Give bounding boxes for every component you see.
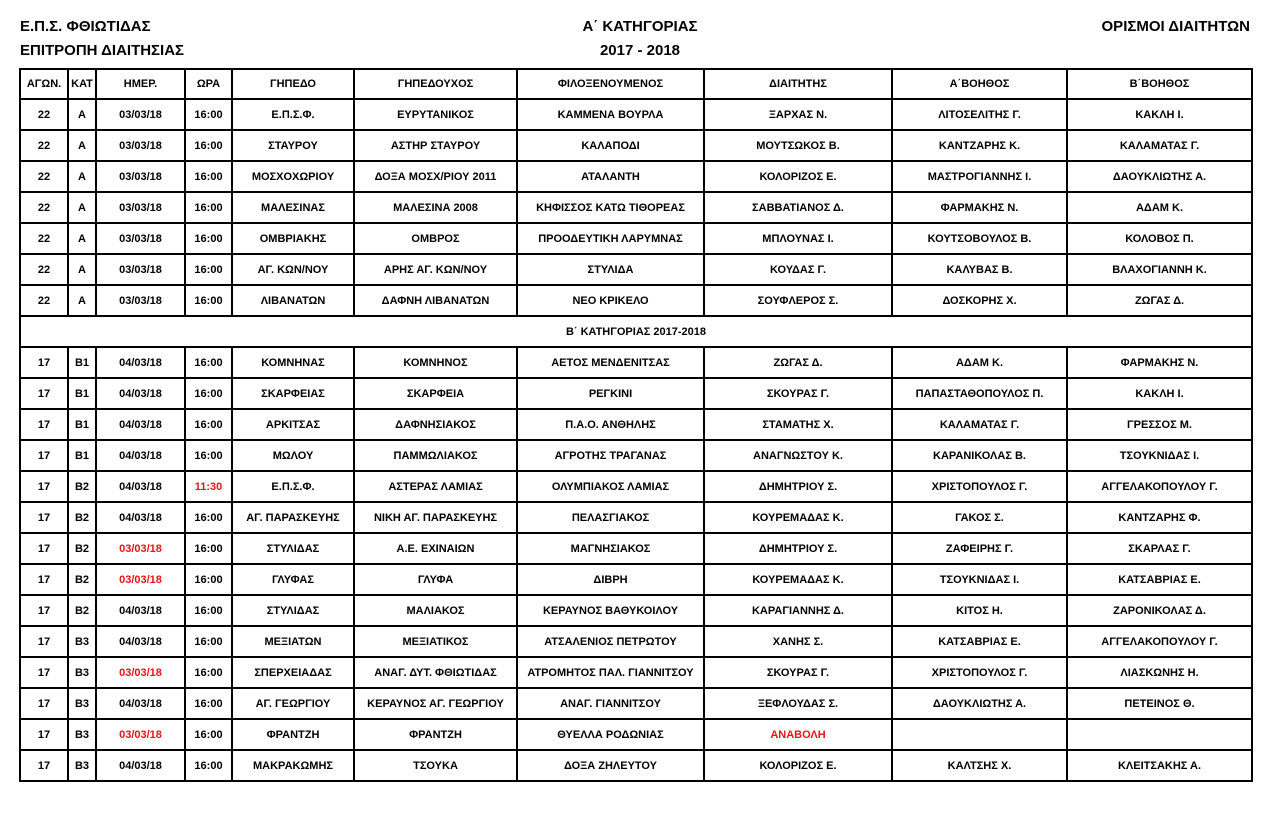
cell-assistant1: ΑΔΑΜ Κ. <box>892 347 1067 378</box>
cell-stadium: ΑΓ. ΚΩΝ/ΝΟΥ <box>232 254 354 285</box>
cell-assistant2: ΒΛΑΧΟΓΙΑΝΝΗ Κ. <box>1067 254 1252 285</box>
cell-stadium: ΣΠΕΡΧΕΙΑΔΑΣ <box>232 657 354 688</box>
cell-away-team: ΚΕΡΑΥΝΟΣ ΒΑΘΥΚΟΙΛΟΥ <box>517 595 704 626</box>
document-title: ΟΡΙΣΜΟΙ ΔΙΑΙΤΗΤΩΝ <box>1101 18 1250 35</box>
cell-date: 04/03/18 <box>96 471 185 502</box>
cell-home-team: ΚΟΜΝΗΝΟΣ <box>354 347 517 378</box>
cell-time: 16:00 <box>185 564 232 595</box>
cell-assistant2: ΖΑΡΟΝΙΚΟΛΑΣ Δ. <box>1067 595 1252 626</box>
cell-assistant2: ΚΟΛΟΒΟΣ Π. <box>1067 223 1252 254</box>
cell-date: 03/03/18 <box>96 192 185 223</box>
cell-assistant2: ΚΛΕΙΤΣΑΚΗΣ Α. <box>1067 750 1252 781</box>
table-row <box>20 564 1252 595</box>
cell-kat: Α <box>68 130 96 161</box>
cell-home-team: Α.Ε. ΕΧΙΝΑΙΩΝ <box>354 533 517 564</box>
federation-name: Ε.Π.Σ. ΦΘΙΩΤΙΔΑΣ <box>20 18 151 35</box>
cell-home-team: ΤΣΟΥΚΑ <box>354 750 517 781</box>
cell-referee: ΚΟΛΟΡΙΖΟΣ Ε. <box>704 161 892 192</box>
cell-agon: 17 <box>20 347 68 378</box>
cell-time: 16:00 <box>185 254 232 285</box>
cell-kat: Β1 <box>68 347 96 378</box>
cell-assistant1: ΚΑΡΑΝΙΚΟΛΑΣ Β. <box>892 440 1067 471</box>
cell-kat: Β3 <box>68 626 96 657</box>
cell-kat: Α <box>68 99 96 130</box>
cell-referee: ΞΕΦΛΟΥΔΑΣ Σ. <box>704 688 892 719</box>
cell-assistant1: ΖΑΦΕΙΡΗΣ Γ. <box>892 533 1067 564</box>
table-row <box>20 378 1252 409</box>
table-row <box>20 409 1252 440</box>
cell-stadium: Ε.Π.Σ.Φ. <box>232 99 354 130</box>
cell-away-team: ΚΗΦΙΣΣΟΣ ΚΑΤΩ ΤΙΘΟΡΕΑΣ <box>517 192 704 223</box>
cell-home-team: ΜΕΞΙΑΤΙΚΟΣ <box>354 626 517 657</box>
table-row <box>20 657 1252 688</box>
cell-time: 16:00 <box>185 688 232 719</box>
col-header-home: ΓΗΠΕΔΟΥΧΟΣ <box>354 69 517 99</box>
cell-assistant1: ΔΑΟΥΚΛΙΩΤΗΣ Α. <box>892 688 1067 719</box>
cell-agon: 17 <box>20 533 68 564</box>
table-row <box>20 719 1252 750</box>
cell-kat: Β2 <box>68 502 96 533</box>
cell-away-team: ΑΓΡΟΤΗΣ ΤΡΑΓΑΝΑΣ <box>517 440 704 471</box>
cell-time: 16:00 <box>185 533 232 564</box>
cell-referee: ΜΟΥΤΣΩΚΟΣ Β. <box>704 130 892 161</box>
cell-agon: 17 <box>20 564 68 595</box>
col-header-referee: ΔΙΑΙΤΗΤΗΣ <box>704 69 892 99</box>
section-b-body <box>20 347 1252 781</box>
cell-away-team: ΔΟΞΑ ΖΗΛΕΥΤΟΥ <box>517 750 704 781</box>
cell-date: 03/03/18 <box>96 719 185 750</box>
cell-kat: Β2 <box>68 595 96 626</box>
cell-home-team: ΔΟΞΑ ΜΟΣΧ/ΡΙΟΥ 2011 <box>354 161 517 192</box>
cell-referee: ΚΟΥΔΑΣ Γ. <box>704 254 892 285</box>
cell-home-team: ΠΑΜΜΩΛΙΑΚΟΣ <box>354 440 517 471</box>
cell-stadium: ΜΟΣΧΟΧΩΡΙΟΥ <box>232 161 354 192</box>
cell-home-team: ΜΑΛΙΑΚΟΣ <box>354 595 517 626</box>
table-row <box>20 533 1252 564</box>
cell-referee: ΣΚΟΥΡΑΣ Γ. <box>704 378 892 409</box>
cell-date: 04/03/18 <box>96 502 185 533</box>
cell-time: 16:00 <box>185 657 232 688</box>
cell-agon: 17 <box>20 378 68 409</box>
cell-home-team: ΑΡΗΣ ΑΓ. ΚΩΝ/ΝΟΥ <box>354 254 517 285</box>
cell-assistant1 <box>892 719 1067 750</box>
cell-stadium: ΣΤΥΛΙΔΑΣ <box>232 595 354 626</box>
cell-kat: Α <box>68 254 96 285</box>
cell-assistant1: ΜΑΣΤΡΟΓΙΑΝΝΗΣ Ι. <box>892 161 1067 192</box>
cell-referee: ΑΝΑΒΟΛΗ <box>704 719 892 750</box>
cell-time: 16:00 <box>185 192 232 223</box>
cell-stadium: ΑΓ. ΓΕΩΡΓΙΟΥ <box>232 688 354 719</box>
cell-time: 16:00 <box>185 130 232 161</box>
cell-kat: Β2 <box>68 564 96 595</box>
cell-agon: 22 <box>20 285 68 316</box>
cell-time: 16:00 <box>185 626 232 657</box>
cell-date: 04/03/18 <box>96 626 185 657</box>
cell-time: 16:00 <box>185 223 232 254</box>
table-row <box>20 471 1252 502</box>
cell-kat: Β3 <box>68 750 96 781</box>
cell-date: 03/03/18 <box>96 99 185 130</box>
col-header-away: ΦΙΛΟΞΕΝΟΥΜΕΝΟΣ <box>517 69 704 99</box>
cell-assistant1: ΚΙΤΟΣ Η. <box>892 595 1067 626</box>
cell-referee: ΧΑΝΗΣ Σ. <box>704 626 892 657</box>
cell-away-team: ΚΑΜΜΕΝΑ ΒΟΥΡΛΑ <box>517 99 704 130</box>
cell-away-team: ΟΛΥΜΠΙΑΚΟΣ ΛΑΜΙΑΣ <box>517 471 704 502</box>
table-row <box>20 595 1252 626</box>
cell-date: 04/03/18 <box>96 440 185 471</box>
cell-referee: ΣΟΥΦΛΕΡΟΣ Σ. <box>704 285 892 316</box>
cell-stadium: ΜΕΞΙΑΤΩΝ <box>232 626 354 657</box>
cell-referee: ΔΗΜΗΤΡΙΟΥ Σ. <box>704 533 892 564</box>
cell-time: 11:30 <box>185 471 232 502</box>
cell-date: 04/03/18 <box>96 378 185 409</box>
cell-assistant2: ΛΙΑΣΚΩΝΗΣ Η. <box>1067 657 1252 688</box>
table-row <box>20 161 1252 192</box>
cell-referee: ΚΟΛΟΡΙΖΟΣ Ε. <box>704 750 892 781</box>
cell-home-team: ΕΥΡΥΤΑΝΙΚΟΣ <box>354 99 517 130</box>
cell-stadium: ΣΤΑΥΡΟΥ <box>232 130 354 161</box>
cell-kat: Β1 <box>68 440 96 471</box>
col-header-kat: ΚΑΤ <box>68 69 96 99</box>
cell-away-team: ΑΤΣΑΛΕΝΙΟΣ ΠΕΤΡΩΤΟΥ <box>517 626 704 657</box>
cell-date: 03/03/18 <box>96 564 185 595</box>
cell-home-team: ΓΛΥΦΑ <box>354 564 517 595</box>
cell-away-team: ΡΕΓΚΙΝΙ <box>517 378 704 409</box>
cell-home-team: ΦΡΑΝΤΖΗ <box>354 719 517 750</box>
cell-time: 16:00 <box>185 347 232 378</box>
cell-assistant2: ΑΓΓΕΛΑΚΟΠΟΥΛΟΥ Γ. <box>1067 626 1252 657</box>
cell-referee: ΣΤΑΜΑΤΗΣ Χ. <box>704 409 892 440</box>
cell-referee: ΜΠΛΟΥΝΑΣ Ι. <box>704 223 892 254</box>
section-b-heading-row <box>20 316 1252 347</box>
cell-time: 16:00 <box>185 409 232 440</box>
cell-away-team: ΜΑΓΝΗΣΙΑΚΟΣ <box>517 533 704 564</box>
cell-assistant2: ΑΓΓΕΛΑΚΟΠΟΥΛΟΥ Γ. <box>1067 471 1252 502</box>
cell-home-team: ΣΚΑΡΦΕΙΑ <box>354 378 517 409</box>
cell-stadium: Ε.Π.Σ.Φ. <box>232 471 354 502</box>
season-title: 2017 - 2018 <box>599 42 681 59</box>
cell-kat: Β2 <box>68 533 96 564</box>
cell-agon: 22 <box>20 192 68 223</box>
cell-date: 03/03/18 <box>96 254 185 285</box>
cell-date: 03/03/18 <box>96 223 185 254</box>
cell-assistant2: ΚΑΝΤΖΑΡΗΣ Φ. <box>1067 502 1252 533</box>
cell-date: 04/03/18 <box>96 595 185 626</box>
cell-home-team: ΟΜΒΡΟΣ <box>354 223 517 254</box>
cell-stadium: ΜΩΛΟΥ <box>232 440 354 471</box>
cell-date: 04/03/18 <box>96 750 185 781</box>
cell-agon: 17 <box>20 688 68 719</box>
cell-stadium: ΟΜΒΡΙΑΚΗΣ <box>232 223 354 254</box>
cell-stadium: ΓΛΥΦΑΣ <box>232 564 354 595</box>
cell-time: 16:00 <box>185 161 232 192</box>
referee-schedule-table <box>19 68 1253 782</box>
cell-stadium: ΛΙΒΑΝΑΤΩΝ <box>232 285 354 316</box>
cell-agon: 17 <box>20 719 68 750</box>
cell-assistant1: ΦΑΡΜΑΚΗΣ Ν. <box>892 192 1067 223</box>
cell-agon: 22 <box>20 99 68 130</box>
cell-kat: Β1 <box>68 409 96 440</box>
table-header-row <box>20 69 1252 99</box>
cell-date: 04/03/18 <box>96 688 185 719</box>
cell-assistant1: ΚΑΛΥΒΑΣ Β. <box>892 254 1067 285</box>
cell-assistant1: ΚΑΝΤΖΑΡΗΣ Κ. <box>892 130 1067 161</box>
cell-assistant2: ΚΑΚΛΗ Ι. <box>1067 99 1252 130</box>
table-row <box>20 440 1252 471</box>
cell-assistant2: ΚΑΤΣΑΒΡΙΑΣ Ε. <box>1067 564 1252 595</box>
col-header-stadium: ΓΗΠΕΔΟ <box>232 69 354 99</box>
cell-stadium: ΑΓ. ΠΑΡΑΣΚΕΥΗΣ <box>232 502 354 533</box>
cell-stadium: ΜΑΚΡΑΚΩΜΗΣ <box>232 750 354 781</box>
col-header-agon: ΑΓΩΝ. <box>20 69 68 99</box>
cell-time: 16:00 <box>185 502 232 533</box>
cell-referee: ΞΑΡΧΑΣ Ν. <box>704 99 892 130</box>
cell-away-team: ΚΑΛΑΠΟΔΙ <box>517 130 704 161</box>
cell-agon: 22 <box>20 254 68 285</box>
cell-kat: Β2 <box>68 471 96 502</box>
cell-date: 03/03/18 <box>96 285 185 316</box>
cell-date: 03/03/18 <box>96 161 185 192</box>
cell-stadium: ΣΤΥΛΙΔΑΣ <box>232 533 354 564</box>
cell-referee: ΚΟΥΡΕΜΑΔΑΣ Κ. <box>704 564 892 595</box>
cell-kat: Α <box>68 161 96 192</box>
cell-date: 03/03/18 <box>96 657 185 688</box>
cell-stadium: ΚΟΜΝΗΝΑΣ <box>232 347 354 378</box>
section-a-body <box>20 99 1252 316</box>
cell-date: 04/03/18 <box>96 347 185 378</box>
cell-away-team: ΑΤΡΟΜΗΤΟΣ ΠΑΛ. ΓΙΑΝΝΙΤΣΟΥ <box>517 657 704 688</box>
cell-assistant2: ΓΡΕΣΣΟΣ Μ. <box>1067 409 1252 440</box>
cell-stadium: ΜΑΛΕΣΙΝΑΣ <box>232 192 354 223</box>
cell-kat: Α <box>68 192 96 223</box>
cell-time: 16:00 <box>185 595 232 626</box>
cell-assistant2: ΤΣΟΥΚΝΙΔΑΣ Ι. <box>1067 440 1252 471</box>
section-b-heading-body <box>20 316 1252 347</box>
cell-assistant2: ΚΑΛΑΜΑΤΑΣ Γ. <box>1067 130 1252 161</box>
cell-time: 16:00 <box>185 440 232 471</box>
section-b-title: Β΄ ΚΑΤΗΓΟΡΙΑΣ 2017-2018 <box>20 316 1252 347</box>
cell-assistant1: ΧΡΙΣΤΟΠΟΥΛΟΣ Γ. <box>892 657 1067 688</box>
col-header-time: ΩΡΑ <box>185 69 232 99</box>
cell-kat: Β1 <box>68 378 96 409</box>
cell-home-team: ΔΑΦΝΗΣΙΑΚΟΣ <box>354 409 517 440</box>
cell-agon: 22 <box>20 130 68 161</box>
cell-away-team: ΑΝΑΓ. ΓΙΑΝΝΙΤΣΟΥ <box>517 688 704 719</box>
cell-agon: 17 <box>20 409 68 440</box>
cell-away-team: ΣΤΥΛΙΔΑ <box>517 254 704 285</box>
cell-date: 04/03/18 <box>96 409 185 440</box>
cell-referee: ΚΑΡΑΓΙΑΝΝΗΣ Δ. <box>704 595 892 626</box>
cell-assistant2: ΑΔΑΜ Κ. <box>1067 192 1252 223</box>
cell-kat: Α <box>68 285 96 316</box>
cell-time: 16:00 <box>185 719 232 750</box>
cell-assistant1: ΚΑΛΤΣΗΣ Χ. <box>892 750 1067 781</box>
cell-assistant1: ΓΑΚΟΣ Σ. <box>892 502 1067 533</box>
cell-assistant2: ΔΑΟΥΚΛΙΩΤΗΣ Α. <box>1067 161 1252 192</box>
cell-away-team: ΑΤΑΛΑΝΤΗ <box>517 161 704 192</box>
cell-kat: Α <box>68 223 96 254</box>
col-header-assistant1: Α΄ΒΟΗΘΟΣ <box>892 69 1067 99</box>
cell-stadium: ΦΡΑΝΤΖΗ <box>232 719 354 750</box>
table-row <box>20 254 1252 285</box>
cell-assistant2: ΣΚΑΡΛΑΣ Γ. <box>1067 533 1252 564</box>
cell-assistant2: ΠΕΤΕΙΝΟΣ Θ. <box>1067 688 1252 719</box>
cell-kat: Β3 <box>68 657 96 688</box>
committee-name: ΕΠΙΤΡΟΠΗ ΔΙΑΙΤΗΣΙΑΣ <box>20 42 185 59</box>
cell-assistant1: ΛΙΤΟΣΕΛΙΤΗΣ Γ. <box>892 99 1067 130</box>
cell-home-team: ΑΣΤΗΡ ΣΤΑΥΡΟΥ <box>354 130 517 161</box>
cell-agon: 17 <box>20 750 68 781</box>
col-header-date: ΗΜΕΡ. <box>96 69 185 99</box>
category-title: Α΄ ΚΑΤΗΓΟΡΙΑΣ <box>582 18 698 35</box>
cell-home-team: ΝΙΚΗ ΑΓ. ΠΑΡΑΣΚΕΥΗΣ <box>354 502 517 533</box>
cell-time: 16:00 <box>185 99 232 130</box>
cell-referee: ΔΗΜΗΤΡΙΟΥ Σ. <box>704 471 892 502</box>
cell-referee: ΖΩΓΑΣ Δ. <box>704 347 892 378</box>
cell-assistant1: ΚΑΛΑΜΑΤΑΣ Γ. <box>892 409 1067 440</box>
cell-assistant2 <box>1067 719 1252 750</box>
table-row <box>20 626 1252 657</box>
table-row <box>20 285 1252 316</box>
table-row <box>20 192 1252 223</box>
table-row <box>20 347 1252 378</box>
cell-referee: ΚΟΥΡΕΜΑΔΑΣ Κ. <box>704 502 892 533</box>
cell-home-team: ΔΑΦΝΗ ΛΙΒΑΝΑΤΩΝ <box>354 285 517 316</box>
cell-assistant2: ΦΑΡΜΑΚΗΣ Ν. <box>1067 347 1252 378</box>
cell-away-team: ΘΥΕΛΛΑ ΡΟΔΩΝΙΑΣ <box>517 719 704 750</box>
cell-referee: ΑΝΑΓΝΩΣΤΟΥ Κ. <box>704 440 892 471</box>
cell-agon: 17 <box>20 471 68 502</box>
cell-kat: Β3 <box>68 688 96 719</box>
cell-referee: ΣΚΟΥΡΑΣ Γ. <box>704 657 892 688</box>
cell-date: 03/03/18 <box>96 533 185 564</box>
cell-agon: 22 <box>20 223 68 254</box>
cell-assistant1: ΚΟΥΤΣΟΒΟΥΛΟΣ Β. <box>892 223 1067 254</box>
cell-agon: 17 <box>20 502 68 533</box>
cell-assistant2: ΚΑΚΛΗ Ι. <box>1067 378 1252 409</box>
table-row <box>20 130 1252 161</box>
cell-agon: 17 <box>20 626 68 657</box>
cell-agon: 17 <box>20 440 68 471</box>
cell-assistant1: ΠΑΠΑΣΤΑΘΟΠΟΥΛΟΣ Π. <box>892 378 1067 409</box>
cell-away-team: ΔΙΒΡΗ <box>517 564 704 595</box>
cell-away-team: Π.Α.Ο. ΑΝΘΗΛΗΣ <box>517 409 704 440</box>
cell-assistant2: ΖΩΓΑΣ Δ. <box>1067 285 1252 316</box>
cell-date: 03/03/18 <box>96 130 185 161</box>
cell-stadium: ΑΡΚΙΤΣΑΣ <box>232 409 354 440</box>
cell-away-team: ΠΕΛΑΣΓΙΑΚΟΣ <box>517 502 704 533</box>
cell-home-team: ΑΣΤΕΡΑΣ ΛΑΜΙΑΣ <box>354 471 517 502</box>
cell-kat: Β3 <box>68 719 96 750</box>
cell-assistant1: ΔΟΣΚΟΡΗΣ Χ. <box>892 285 1067 316</box>
col-header-assistant2: Β΄ΒΟΗΘΟΣ <box>1067 69 1252 99</box>
cell-time: 16:00 <box>185 378 232 409</box>
cell-home-team: ΚΕΡΑΥΝΟΣ ΑΓ. ΓΕΩΡΓΙΟΥ <box>354 688 517 719</box>
cell-assistant1: ΤΣΟΥΚΝΙΔΑΣ Ι. <box>892 564 1067 595</box>
cell-agon: 17 <box>20 595 68 626</box>
cell-stadium: ΣΚΑΡΦΕΙΑΣ <box>232 378 354 409</box>
table-row <box>20 223 1252 254</box>
table-row <box>20 750 1252 781</box>
cell-assistant1: ΧΡΙΣΤΟΠΟΥΛΟΣ Γ. <box>892 471 1067 502</box>
table-row <box>20 502 1252 533</box>
table-row <box>20 688 1252 719</box>
cell-assistant1: ΚΑΤΣΑΒΡΙΑΣ Ε. <box>892 626 1067 657</box>
cell-time: 16:00 <box>185 285 232 316</box>
cell-agon: 17 <box>20 657 68 688</box>
cell-home-team: ΑΝΑΓ. ΔΥΤ. ΦΘΙΩΤΙΔΑΣ <box>354 657 517 688</box>
cell-agon: 22 <box>20 161 68 192</box>
cell-home-team: ΜΑΛΕΣΙΝΑ 2008 <box>354 192 517 223</box>
cell-away-team: ΝΕΟ ΚΡΙΚΕΛΟ <box>517 285 704 316</box>
cell-referee: ΣΑΒΒΑΤΙΑΝΟΣ Δ. <box>704 192 892 223</box>
cell-away-team: ΑΕΤΟΣ ΜΕΝΔΕΝΙΤΣΑΣ <box>517 347 704 378</box>
cell-away-team: ΠΡΟΟΔΕΥΤΙΚΗ ΛΑΡΥΜΝΑΣ <box>517 223 704 254</box>
table-row <box>20 99 1252 130</box>
cell-time: 16:00 <box>185 750 232 781</box>
